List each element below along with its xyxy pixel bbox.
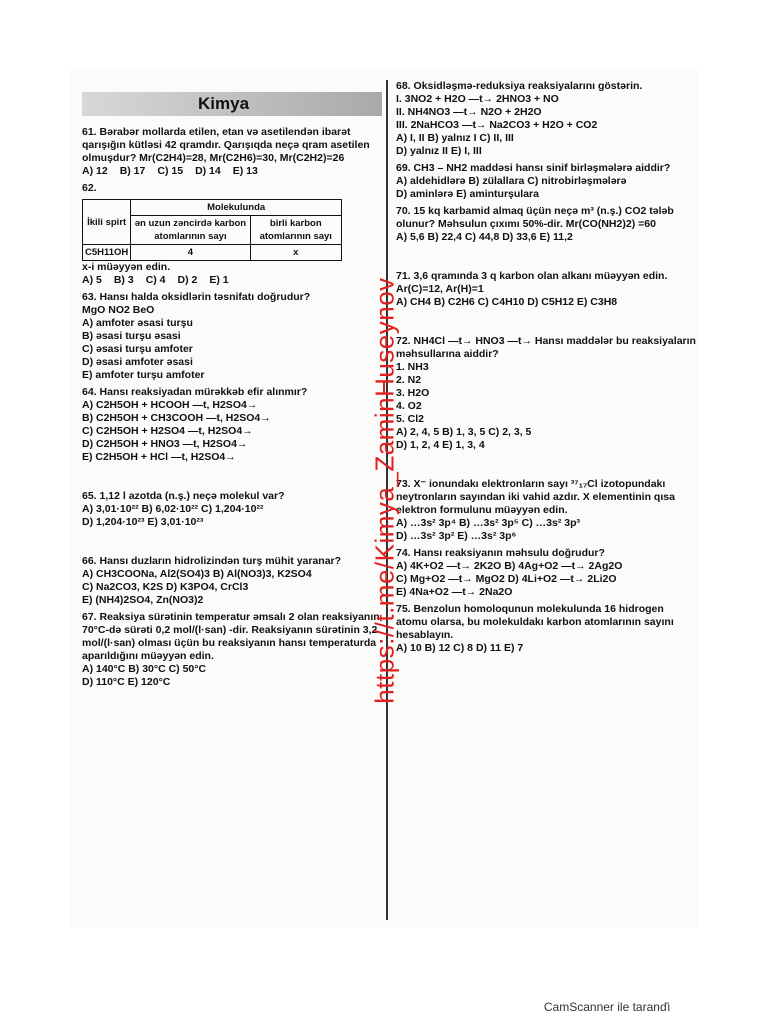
question-text-row (82, 611, 382, 663)
answer-line: C) əsasi turşu amfoter (82, 343, 193, 355)
answer-option: D) 2 (177, 274, 198, 286)
spacer (82, 468, 382, 490)
question-text-row (82, 126, 382, 165)
answer-line: B) C2H5OH + CH3COOH —t, H2SO4→ (82, 412, 271, 424)
spacer (396, 313, 696, 335)
question (82, 126, 382, 178)
question-number: 65. (82, 490, 97, 502)
question-text-row (396, 162, 696, 175)
answer-options (82, 165, 382, 178)
answer-line: D) C2H5OH + HNO3 —t, H2SO4→ (82, 438, 248, 450)
molecule-table (82, 199, 342, 261)
answer-line: A) 140°C B) 30°C C) 50°C (82, 663, 207, 675)
question-text: Benzolun homoloqunun molekulunda 16 hidrogen atomu olarsa, bu molekuldakı karbon atomlarının sayını hesablayın. (396, 603, 674, 641)
question (82, 611, 382, 689)
answer-line: D) …3s² 3p² E) …3s² 3p⁶ (396, 530, 517, 542)
question-text-row (396, 270, 696, 296)
question (396, 205, 696, 244)
answer-line: E) C2H5OH + HCl —t, H2SO4→ (82, 451, 236, 463)
question-text: 1,12 l azotda (n.ş.) neçə molekul var? (99, 490, 285, 502)
question (396, 162, 696, 201)
answer-line: A) aldehidlərə B) zülallara C) nitrobirləşmələrə (396, 175, 627, 187)
answer-line: A) amfoter əsasi turşu (82, 317, 193, 329)
question (396, 478, 696, 543)
answer-line: D) əsasi amfoter əsasi (82, 356, 193, 368)
answer-options (82, 274, 382, 287)
answer-option: E) 13 (232, 165, 258, 177)
answer-option: A) 5 (82, 274, 102, 286)
left-column (82, 126, 382, 693)
scanner-footer: CamScanner ile taranďi (543, 1000, 670, 1014)
answer-option: D) 14 (195, 165, 221, 177)
spacer (82, 533, 382, 555)
question-text-row (396, 80, 696, 93)
answer-line: C) C2H5OH + H2SO4 —t, H2SO4→ (82, 425, 253, 437)
answer-line: II. NH4NO3 —t→ N2O + 2H2O (396, 106, 542, 118)
question-text: Hansı reaksiyadan mürəkkəb efir alınmır? (99, 386, 308, 398)
question-number: 62. (82, 182, 97, 194)
answer-line: A) …3s² 3p⁴ B) …3s² 3p⁵ C) …3s² 3p³ (396, 517, 580, 529)
answer-line: 5. Cl2 (396, 413, 425, 425)
question-text-row (396, 603, 696, 642)
question-text: 3,6 qramında 3 q karbon olan alkanı müəyyən edin. Ar(C)=12, Ar(H)=1 (396, 270, 668, 295)
subject-title: Kimya (198, 94, 250, 113)
question (396, 603, 696, 655)
question (82, 555, 382, 607)
question-number: 70. (396, 205, 411, 217)
question-number: 74. (396, 547, 411, 559)
answer-line: B) əsasi turşu əsasi (82, 330, 181, 342)
answer-line: C) Na2CO3, K2S D) K3PO4, CrCl3 (82, 581, 249, 593)
question-text-row (396, 547, 696, 560)
answer-line: C) Mg+O2 —t→ MgO2 D) 4Li+O2 —t→ 2Li2O (396, 573, 617, 585)
answer-line: A) 10 B) 12 C) 8 D) 11 E) 7 (396, 642, 524, 654)
question-text: Reaksiya sürətinin temperatur əmsalı 2 olan reaksiyanın 70°C-də sürəti 0,2 mol/(l·san) -dir. Reaksiyanın sürətinin 3,2 mol/(l·san) olması üçün bu reaksiyanın hansı temperaturda aparıldığını müəyyən edin. (82, 611, 380, 662)
question-text: Oksidləşmə-reduksiya reaksiyalarını göstərin. (413, 80, 643, 92)
question-text-row (82, 291, 382, 304)
question-number: 75. (396, 603, 411, 615)
answer-line: D) yalnız II E) I, III (396, 145, 482, 157)
answer-line: A) CH4 B) C2H6 C) C4H10 D) C5H12 E) C3H8 (396, 296, 618, 308)
question (396, 270, 696, 309)
answer-line: A) 4K+O2 —t→ 2K2O B) 4Ag+O2 —t→ 2Ag2O (396, 560, 623, 572)
question (82, 490, 382, 529)
right-column (396, 80, 696, 659)
question-number: 71. (396, 270, 411, 282)
answer-line: I. 3NO2 + H2O —t→ 2HNO3 + NO (396, 93, 559, 105)
answer-line: A) CH3COONa, Al2(SO4)3 B) Al(NO3)3, K2SO4 (82, 568, 312, 580)
question-number: 64. (82, 386, 97, 398)
question-text: NH4Cl —t→ HNO3 —t→ Hansı maddələr bu reaksiyaların məhsullarına aiddir? (396, 335, 696, 360)
answer-line: D) 1, 2, 4 E) 1, 3, 4 (396, 439, 485, 451)
answer-option: A) 12 (82, 165, 108, 177)
question (82, 182, 382, 287)
answer-line: A) 5,6 B) 22,4 C) 44,8 D) 33,6 E) 11,2 (396, 231, 573, 243)
question (82, 386, 382, 464)
answer-line: D) aminlərə E) aminturşulara (396, 188, 539, 200)
question (82, 291, 382, 382)
question-text-row (82, 555, 382, 568)
question-text-row (82, 490, 382, 503)
answer-option: E) 1 (209, 274, 229, 286)
question-text: 15 kq karbamid almaq üçün neçə m³ (n.ş.) CO2 tələb olunur? Məhsulun çıxımı 50%-dir. Mr(CO(NH2)2) =60 (396, 205, 674, 230)
answer-line: D) 1,204·10²³ E) 3,01·10²³ (82, 516, 204, 528)
question-text-row (82, 182, 382, 195)
answer-line: MgO NO2 BeO (82, 304, 155, 316)
table-cell: 4 (131, 245, 250, 261)
question-text: Hansı halda oksidlərin təsnifatı doğrudur? (99, 291, 311, 303)
answer-line: III. 2NaHCO3 —t→ Na2CO3 + H2O + CO2 (396, 119, 598, 131)
question-number: 72. (396, 335, 411, 347)
table-header-group: Molekulunda (131, 200, 342, 216)
question-number: 67. (82, 611, 97, 623)
question-number: 69. (396, 162, 411, 174)
answer-line: A) 3,01·10²² B) 6,02·10²² C) 1,204·10²² (82, 503, 264, 515)
question-text-row (396, 335, 696, 361)
question-number: 66. (82, 555, 97, 567)
question-number: 68. (396, 80, 411, 92)
answer-line: 4. O2 (396, 400, 422, 412)
answer-line: A) C2H5OH + HCOOH —t, H2SO4→ (82, 399, 258, 411)
answer-option: B) 3 (113, 274, 134, 286)
question-number: 73. (396, 478, 411, 490)
watermark-text: https://t.me/Kimya_ZaminHuseynov (369, 276, 400, 704)
question-number: 63. (82, 291, 97, 303)
answer-line: E) 4Na+O2 —t→ 2Na2O (396, 586, 513, 598)
answer-line: 1. NH3 (396, 361, 429, 373)
question-text: Hansı duzların hidrolizindən turş mühit yaranar? (99, 555, 342, 567)
table-header-chain: ən uzun zəncirdə karbon atomlarının sayı (131, 216, 250, 245)
question (396, 80, 696, 158)
question-text: X⁻ ionundakı elektronların sayı ³⁷₁₇Cl izotopundakı neytronların sayından iki vahid azdır. X elementinin qısa elektron formulunu müəyyən edin. (396, 478, 675, 516)
answer-line: 2. N2 (396, 374, 422, 386)
table-cell: x (250, 245, 341, 261)
spacer (396, 248, 696, 270)
question-text-row (396, 205, 696, 231)
table-header-primary: birli karbon atomlarının sayı (250, 216, 341, 245)
question-text-row (396, 478, 696, 517)
answer-option: C) 15 (157, 165, 184, 177)
watermark (355, 120, 415, 860)
answer-option: B) 17 (119, 165, 146, 177)
answer-line: A) I, II B) yalnız I C) II, III (396, 132, 514, 144)
table-header-alcohol: İkili spirt (83, 200, 131, 245)
spacer (396, 456, 696, 478)
question (396, 547, 696, 599)
answer-line: D) 110°C E) 120°C (82, 676, 171, 688)
question-text: Bərabər mollarda etilen, etan və asetilendən ibarət qarışığın kütləsi 42 qramdır. Qarışıqda neçə qram asetilen olmuşdur? Mr(C2H4)=28, Mr(C2H6)=30, Mr(C2H2)=26 (82, 126, 370, 164)
answer-line: E) amfoter turşu amfoter (82, 369, 205, 381)
question-text-row (82, 386, 382, 399)
answer-option: C) 4 (145, 274, 166, 286)
question (396, 335, 696, 452)
answer-line: 3. H2O (396, 387, 430, 399)
answer-line: A) 2, 4, 5 B) 1, 3, 5 C) 2, 3, 5 (396, 426, 532, 438)
question-text: CH3 – NH2 maddəsi hansı sinif birləşmələrə aiddir? (413, 162, 671, 174)
table-cell: C5H11OH (83, 245, 131, 261)
answer-line: E) (NH4)2SO4, Zn(NO3)2 (82, 594, 204, 606)
question-text: x-i müəyyən edin. (82, 261, 171, 273)
question-number: 61. (82, 126, 97, 138)
question-text: Hansı reaksiyanın məhsulu doğrudur? (413, 547, 605, 559)
